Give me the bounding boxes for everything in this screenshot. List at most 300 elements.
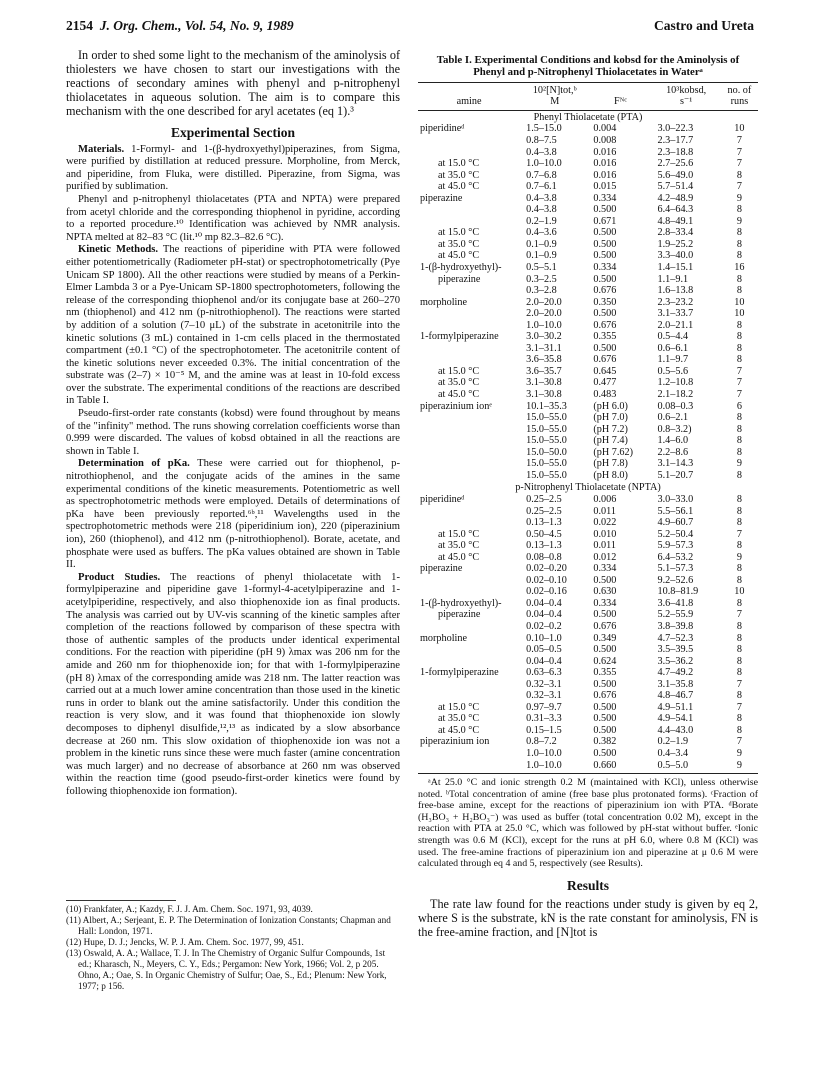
product-text: The reactions of phenyl thiolacetate with 1-formylpiperazine and piperidine gave 1-formyl-4-acetylpiperazine and 1-acetylpiperidine, respectively, and also thiophenoxide ion as final products. The analysis was carried out by UV-vis scanning of the kinetic samples after completion of the reactions followed by comparison of these spectra with those of authentic samples of the products under identical experimental conditions. For the reaction with piperidine (pH 9) λmax was 206 nm for the amide and 260 nm for thiophenoxide ion; for that with 1-formylpiperazine (pH 8) λmax of the corresponding amide was 218 nm. The latter reaction was carried out at a much lower amine concentration than those used in the kinetic runs in order to blank out the amine satisfactorily. Under this condition the reaction is very slow, and it was found that thiophenoxide ion slowly decomposes to diphenyl disulfide,¹²,¹³ as indicated by a slow absorbance decrease at 260 nm. This slow oxidation of thiophenoxide ion was not a problem in the kinetic runs since these were much faster (amine concentration was much larger) and no decrease of absorbance at 260 nm was observed within the reaction time (good pseudo-first-order kinetics were found by following thiophenoxide ion formation). (66, 571, 400, 797)
cell-fn: 0.016 (593, 169, 617, 181)
cell-runs: 8 (736, 597, 742, 609)
cell-fn: 0.500 (593, 678, 617, 690)
table-row (418, 123, 758, 135)
cell-kobs: 4.9–51.1 (657, 701, 694, 713)
cell-amine: 1-(β-hydroxyethyl)- (420, 262, 502, 274)
table-row (418, 621, 758, 633)
cell-conc: 1.0–10.0 (526, 158, 562, 170)
results-paragraph: The rate law found for the reactions under study is given by eq 2, where S is the substrate, kN is the rate constant for aminolysis, FN is the free-amine fraction, and [N]tot is (418, 896, 758, 939)
cell-conc: 0.04–0.4 (526, 597, 562, 609)
cell-conc: 0.50–4.5 (526, 528, 562, 540)
cell-fn: 0.671 (593, 215, 617, 227)
cell-fn: (pH 7.0) (593, 412, 628, 424)
cell-conc: 0.02–0.10 (526, 574, 567, 586)
reference-10: (10) Frankfater, A.; Kazdy, F. J. J. Am. Chem. Soc. 1971, 93, 4039. (66, 904, 313, 914)
cell-conc: 0.10–1.0 (526, 632, 562, 644)
table-row (418, 216, 758, 228)
cell-runs: 8 (736, 423, 742, 435)
cell-fn: 0.334 (593, 262, 617, 274)
cell-fn: 0.500 (593, 747, 617, 759)
cell-fn: 0.676 (593, 354, 617, 366)
cell-runs: 8 (736, 204, 742, 216)
cell-kobs: 0.5–5.6 (657, 365, 689, 377)
table-row (418, 147, 758, 159)
table-row (418, 170, 758, 182)
cell-amine: piperidineᵈ (420, 123, 465, 135)
cell-kobs: 3.1–33.7 (657, 308, 694, 320)
cell-amine (418, 760, 520, 774)
cell-kobs: 4.9–54.1 (657, 713, 694, 725)
cell-kobs: 2.1–18.2 (657, 389, 694, 401)
cell-kobs: 3.3–40.0 (657, 250, 694, 262)
pka-heading: Determination of pKa. (78, 458, 190, 470)
cell-kobs: 3.1–14.3 (657, 458, 694, 470)
cell-conc: 3.0–30.2 (526, 331, 562, 343)
cell-conc: 10.1–35.3 (526, 400, 567, 412)
cell-fn: 0.500 (593, 701, 617, 713)
table-row (418, 506, 758, 518)
cell-conc: 0.1–0.9 (526, 238, 557, 250)
table-row (418, 470, 758, 482)
header-authors: Castro and Ureta (654, 18, 754, 33)
table-row (418, 563, 758, 575)
cell-fn: 0.645 (593, 365, 617, 377)
cell-fn: (pH 7.8) (593, 458, 628, 470)
cell-amine: morpholine (420, 296, 467, 308)
cell-kobs: 2.3–18.8 (657, 146, 694, 158)
table-row (418, 331, 758, 343)
cell-conc: 0.13–1.3 (526, 540, 562, 552)
cell-kobs: 1.6–13.8 (657, 285, 694, 297)
cell-kobs: 0.5–5.0 (652, 760, 721, 774)
cell-fn: 0.676 (593, 285, 617, 297)
cell-fn: 0.355 (593, 331, 617, 343)
cell-amine: piperazine (438, 609, 481, 621)
cell-fn: 0.011 (593, 505, 616, 517)
cell-runs: 10 (734, 586, 745, 598)
cell-conc: 0.02–0.2 (526, 620, 562, 632)
cell-conc: 0.04–0.4 (526, 655, 562, 667)
cell-amine: at 15.0 °C (438, 701, 480, 713)
table-row (418, 239, 758, 251)
cell-runs: 7 (736, 158, 742, 170)
table-1 (418, 82, 758, 774)
cell-amine (418, 458, 520, 470)
cell-amine: at 35.0 °C (438, 540, 480, 552)
table-body (418, 110, 758, 773)
cell-conc: 0.25–2.5 (526, 493, 562, 505)
cell-kobs: 0.6–6.1 (657, 342, 689, 354)
cell-amine: at 45.0 °C (438, 250, 480, 262)
cell-fn: 0.349 (593, 632, 617, 644)
cell-conc: 1.5–15.0 (526, 123, 562, 135)
cell-fn: 0.008 (593, 135, 617, 146)
cell-conc: 3.1–31.1 (526, 342, 562, 354)
cell-runs: 7 (736, 609, 742, 621)
cell-fn: 0.010 (593, 528, 617, 540)
cell-kobs: 4.4–43.0 (657, 724, 694, 736)
cell-conc: 1.0–10.0 (520, 760, 589, 774)
pka-paragraph (66, 458, 400, 571)
table-row (418, 609, 758, 621)
table-row (418, 702, 758, 714)
table-caption: Table I. Experimental Conditions and kobsd for the Aminolysis of Phenyl and p-Nitrophenyl Thiolacetates in Waterᵃ (436, 54, 740, 79)
cell-conc: 0.05–0.5 (526, 644, 562, 656)
cell-conc: 1.0–10.0 (526, 319, 562, 331)
cell-fn: 0.334 (593, 597, 617, 609)
cell-runs: 8 (736, 273, 742, 285)
cell-runs: 7 (736, 736, 742, 748)
cell-kobs: 10.8–81.9 (657, 586, 699, 598)
materials-text: 1-Formyl- and 1-(β-hydroxyethyl)piperazines, from Sigma, were purified by distillation at reduced pressure. Morpholine, from Merck, and piperidine, from Fluka, were distilled. Piperazine, from Sigma, was purified by sublimation. (66, 143, 400, 193)
materials-paragraph (66, 144, 400, 194)
cell-runs: 8 (736, 169, 742, 181)
cell-fn: (pH 6.0) (593, 400, 628, 412)
cell-kobs: 2.0–21.1 (657, 319, 694, 331)
references-rule (66, 900, 176, 901)
reference-13: (13) Oswald, A. A.; Wallace, T. J. In The Chemistry of Organic Sulfur Compounds, 1st ed.; Kharasch, N., Meyers, C. Y., Eds.; Pergamon: New York, 1966; Vol. 2, p 205. Ohno, A.; Oae, S. In Organic Chemistry of Sulfur; Oae, S., Ed.; Plenum: New York, 1977; p 156. (66, 948, 387, 991)
materials-heading: Materials. (78, 143, 125, 155)
cell-kobs: 3.0–33.0 (657, 493, 694, 505)
cell-amine (418, 285, 520, 297)
cell-kobs: 9.2–52.6 (657, 574, 694, 586)
cell-amine: at 35.0 °C (438, 169, 480, 181)
cell-fn: 0.477 (593, 377, 617, 389)
table-row (418, 401, 758, 413)
cell-runs: 8 (736, 250, 742, 262)
cell-kobs: 2.8–33.4 (657, 227, 694, 239)
cell-runs: 8 (736, 620, 742, 632)
cell-amine (418, 506, 520, 518)
results-title: Results (566, 877, 609, 893)
cell-amine: piperazinium ionᵉ (420, 400, 492, 412)
table-row (418, 575, 758, 587)
cell-runs: 7 (736, 701, 742, 713)
cell-fn: 0.016 (593, 146, 617, 158)
table-row (418, 644, 758, 656)
table-row (418, 656, 758, 668)
cell-amine (418, 517, 520, 529)
cell-runs: 8 (736, 285, 742, 297)
cell-kobs: 1.4–15.1 (657, 262, 694, 274)
section-title-pta: Phenyl Thiolacetate (PTA) (533, 111, 643, 123)
cell-amine: at 45.0 °C (438, 724, 480, 736)
cell-kobs: 0.6–2.1 (657, 412, 689, 424)
cell-fn: 0.382 (593, 736, 617, 748)
cell-fn: 0.334 (593, 563, 617, 575)
cell-amine: at 15.0 °C (438, 365, 480, 377)
cell-fn: (pH 7.4) (593, 435, 628, 447)
table-row (418, 389, 758, 401)
left-column (66, 48, 400, 798)
cell-conc: 0.13–1.3 (526, 517, 562, 529)
cell-runs: 9 (736, 215, 742, 227)
cell-runs: 8 (736, 574, 742, 586)
cell-runs: 8 (736, 469, 742, 481)
cell-conc: 3.6–35.8 (526, 354, 562, 366)
cell-runs: 7 (736, 365, 742, 377)
cell-conc: 2.0–20.0 (526, 308, 562, 320)
cell-runs: 10 (734, 308, 745, 320)
cell-fn: 0.483 (593, 389, 617, 401)
cell-fn: (pH 7.62) (593, 446, 634, 458)
cell-kobs: 5.5–56.1 (657, 505, 694, 517)
cell-kobs: 4.2–48.9 (657, 192, 694, 204)
table-row (418, 343, 758, 355)
cell-kobs: 3.8–39.8 (657, 620, 694, 632)
cell-conc: 0.5–5.1 (526, 262, 557, 274)
cell-conc: 0.02–0.16 (526, 586, 567, 598)
cell-amine (418, 447, 520, 459)
cell-kobs: 5.1–57.3 (657, 563, 694, 575)
cell-fn: 0.334 (593, 192, 617, 204)
cell-conc: 15.0–55.0 (526, 435, 567, 447)
cell-kobs: 6.4–64.3 (657, 204, 694, 216)
cell-runs: 7 (736, 146, 742, 158)
table-row (418, 354, 758, 366)
cell-conc: 0.97–9.7 (526, 701, 562, 713)
cell-kobs: 0.5–4.4 (657, 331, 689, 343)
table-row (418, 158, 758, 170)
cell-conc: 0.7–6.8 (526, 169, 557, 181)
cell-fn: 0.676 (593, 620, 617, 632)
cell-runs: 8 (736, 412, 742, 424)
cell-fn: 0.004 (593, 123, 617, 135)
table-row (418, 435, 758, 447)
cell-fn: 0.676 (593, 319, 617, 331)
cell-amine: at 15.0 °C (438, 528, 480, 540)
cell-runs: 8 (736, 632, 742, 644)
cell-amine: at 15.0 °C (438, 158, 480, 170)
cell-fn: 0.500 (593, 724, 617, 736)
cell-conc: 0.3–2.5 (526, 273, 557, 285)
cell-runs: 8 (736, 435, 742, 447)
table-row (418, 181, 758, 193)
cell-kobs: 4.9–60.7 (657, 517, 694, 529)
pka-text: These were carried out for thiophenol, p-nitrothiophenol, and the conjugate acids of the amines in the same experimental conditions of the kinetic measurements. Potentiometric as well as spectrophotometric methods were employed. Details of determinations of pKa have been previously reported.⁶ᵇ,¹¹ Wavelengths used in the spectrophotometric methods were 218 (piperidinium ion), 220 (piperazinium ion), 260 (thiophenol), and 412 nm (p-nitrothiophenol). Borate, acetate, and phosphate were used as buffers. The pKa values obtained are shown in Table II. (66, 458, 400, 571)
cell-runs: 8 (736, 655, 742, 667)
cell-fn: 0.676 (593, 690, 617, 702)
references (66, 900, 400, 992)
cell-amine: 1-(β-hydroxyethyl)- (420, 597, 502, 609)
header-conc-unit: M (520, 96, 589, 110)
cell-amine (418, 204, 520, 216)
cell-amine (418, 135, 520, 147)
header-kobs: 10³kobsd, (652, 82, 721, 96)
table-row (418, 586, 758, 598)
section-row-pta (418, 110, 758, 123)
cell-amine: piperazine (438, 273, 481, 285)
cell-runs: 9 (736, 458, 742, 470)
cell-conc: 0.8–7.2 (526, 736, 557, 748)
cell-fn: 0.500 (593, 342, 617, 354)
table-row (418, 760, 758, 774)
cell-runs: 8 (736, 446, 742, 458)
cell-conc: 3.1–30.8 (526, 377, 562, 389)
table-row (418, 713, 758, 725)
cell-amine (418, 308, 520, 320)
kinetic-heading: Kinetic Methods. (78, 244, 159, 256)
cell-runs: 7 (736, 678, 742, 690)
cell-kobs: 5.2–55.9 (657, 609, 694, 621)
table-row (418, 667, 758, 679)
product-heading: Product Studies. (78, 571, 161, 583)
cell-amine (418, 644, 520, 656)
cell-kobs: 3.5–36.2 (657, 655, 694, 667)
cell-amine: piperazine (420, 563, 463, 575)
cell-fn: 0.011 (593, 540, 616, 552)
table-row (418, 529, 758, 541)
cell-amine: at 15.0 °C (438, 227, 480, 239)
cell-runs: 7 (736, 389, 742, 401)
cell-runs: 7 (736, 135, 742, 146)
table-row (418, 285, 758, 297)
cell-kobs: 3.6–41.8 (657, 597, 694, 609)
cell-amine: at 45.0 °C (438, 389, 480, 401)
cell-amine: at 35.0 °C (438, 377, 480, 389)
header-runs-top: no. of (721, 82, 758, 96)
table-row (418, 598, 758, 610)
cell-runs: 8 (736, 505, 742, 517)
cell-fn: 0.500 (593, 308, 617, 320)
cell-fn: 0.350 (593, 296, 617, 308)
cell-fn: (pH 7.2) (593, 423, 628, 435)
cell-amine (418, 470, 520, 482)
cell-amine (418, 412, 520, 424)
cell-kobs: 0.8–3.2) (657, 423, 692, 435)
cell-amine (418, 216, 520, 228)
cell-kobs: 3.5–39.5 (657, 644, 694, 656)
cell-runs: 9 (721, 760, 758, 774)
cell-kobs: 3.1–35.8 (657, 678, 694, 690)
cell-conc: 0.63–6.3 (526, 667, 562, 679)
cell-runs: 8 (736, 724, 742, 736)
cell-runs: 8 (736, 517, 742, 529)
cell-kobs: 1.1–9.1 (657, 273, 689, 285)
pta-paragraph: Phenyl and p-nitrophenyl thiolacetates (PTA and NPTA) were prepared from acetyl chloride and the corresponding thiophenol in pyridine, according to a reported procedure.¹⁰ Identification was achieved by NMR analysis. NPTA melted at 82–83 °C (lit.¹⁰ mp 82.3–82.6 °C). (66, 193, 400, 243)
cell-kobs: 2.7–25.6 (657, 158, 694, 170)
cell-amine (418, 586, 520, 598)
table-row (418, 748, 758, 760)
table-row (418, 447, 758, 459)
cell-fn: 0.500 (593, 574, 617, 586)
cell-amine (418, 343, 520, 355)
cell-fn: 0.630 (593, 586, 617, 598)
cell-amine (418, 320, 520, 332)
cell-fn: 0.500 (593, 713, 617, 725)
table-row (418, 494, 758, 506)
cell-amine: at 45.0 °C (438, 181, 480, 193)
cell-runs: 8 (736, 667, 742, 679)
cell-fn: 0.022 (593, 517, 617, 529)
cell-runs: 6 (736, 400, 742, 412)
cell-conc: 1.0–10.0 (526, 747, 562, 759)
cell-conc: 3.1–30.8 (526, 389, 562, 401)
cell-conc: 0.4–3.8 (526, 204, 557, 216)
cell-amine: piperazinium ion (420, 736, 490, 748)
cell-runs: 8 (736, 342, 742, 354)
table-row (418, 193, 758, 205)
cell-amine: at 45.0 °C (438, 551, 480, 563)
cell-runs: 8 (736, 493, 742, 505)
table-row (418, 458, 758, 470)
cell-runs: 8 (736, 354, 742, 366)
cell-runs: 9 (736, 551, 742, 563)
reference-12: (12) Hupe, D. J.; Jencks, W. P. J. Am. Chem. Soc. 1977, 99, 451. (66, 937, 304, 947)
kinetic-paragraph (66, 244, 400, 408)
cell-conc: 0.15–1.5 (526, 724, 562, 736)
table-row (418, 274, 758, 286)
cell-amine: morpholine (420, 632, 467, 644)
cell-conc: 3.6–35.7 (526, 365, 562, 377)
cell-kobs: 0.4–3.4 (657, 747, 689, 759)
cell-kobs: 4.7–52.3 (657, 632, 694, 644)
cell-fn: 0.012 (593, 551, 617, 563)
cell-kobs: 1.1–9.7 (657, 354, 689, 366)
cell-fn: 0.500 (593, 238, 617, 250)
kinetic-text: The reactions of piperidine with PTA were followed either potentiometrically (Radiometer pH-stat) or spectrophotometrically (Pye Unicam SP 1800). All the other reactions were studied by means of a Perkin-Elmer Lambda 3 or a Pye-Unicam SP-1800 spectrophotometers, following the release of the corresponding thiophenol and/or its conjugate base at 260–270 nm (thiophenol) and 412 nm (p-nitrothiophenol). The reactions were started by addition of a solution (7–10 μL) of the substrate in acetonitrile into the kinetic solutions (3 mL) contained in 1-cm cells placed in the thermostated compartment (±0.1 °C) of the spectrophotometer. The acetonitrile content of the kinetic solutions never exceeded 0.3%. The initial concentration of the substrate was (2–7) × 10⁻⁵ M, and the amine was at least in 10-fold excess over the substrate. The experimental conditions of the reactions are described in Table I. (66, 244, 400, 407)
cell-runs: 7 (736, 377, 742, 389)
header-runs-bot: runs (721, 96, 758, 110)
cell-kobs: 5.2–50.4 (657, 528, 694, 540)
cell-amine: 1-formylpiperazine (420, 331, 499, 343)
cell-kobs: 5.6–49.0 (657, 169, 694, 181)
table-row (418, 366, 758, 378)
cell-fn: 0.500 (593, 250, 617, 262)
header-amine: amine (418, 96, 520, 110)
cell-kobs: 2.3–23.2 (657, 296, 694, 308)
cell-conc: 15.0–55.0 (526, 423, 567, 435)
table-row (418, 377, 758, 389)
table-row (418, 227, 758, 239)
cell-conc: 0.1–0.9 (526, 250, 557, 262)
cell-conc: 0.08–0.8 (526, 551, 562, 563)
table-row (418, 690, 758, 702)
cell-conc: 0.02–0.20 (526, 563, 567, 575)
cell-conc: 0.7–6.1 (526, 181, 557, 193)
cell-amine (418, 621, 520, 633)
cell-amine (418, 147, 520, 159)
cell-fn: 0.500 (593, 204, 617, 216)
cell-kobs: 1.4–6.0 (657, 435, 689, 447)
cell-conc: 15.0–55.0 (526, 458, 567, 470)
cell-runs: 10 (734, 123, 745, 135)
cell-runs: 8 (736, 227, 742, 239)
header-fn: Fᴺᶜ (589, 96, 651, 110)
table-row (418, 250, 758, 262)
cell-fn: 0.500 (593, 273, 617, 285)
cell-amine: at 35.0 °C (438, 713, 480, 725)
cell-amine: piperazine (420, 192, 463, 204)
cell-amine (418, 354, 520, 366)
cell-fn: 0.500 (593, 227, 617, 239)
table-row (418, 262, 758, 274)
table-row (418, 297, 758, 309)
cell-kobs: 3.0–22.3 (657, 123, 694, 135)
table-row (418, 679, 758, 691)
cell-conc: 0.32–3.1 (526, 678, 562, 690)
cell-conc: 15.0–55.0 (526, 469, 567, 481)
cell-fn: 0.500 (593, 644, 617, 656)
cell-amine (418, 748, 520, 760)
cell-conc: 15.0–55.0 (526, 412, 567, 424)
cell-kobs: 4.8–49.1 (657, 215, 694, 227)
cell-fn: 0.006 (593, 493, 617, 505)
cell-conc: 0.8–7.5 (526, 135, 557, 146)
table-row (418, 320, 758, 332)
cell-amine (418, 690, 520, 702)
section-title-npta: p-Nitrophenyl Thiolacetate (NPTA) (515, 482, 661, 494)
